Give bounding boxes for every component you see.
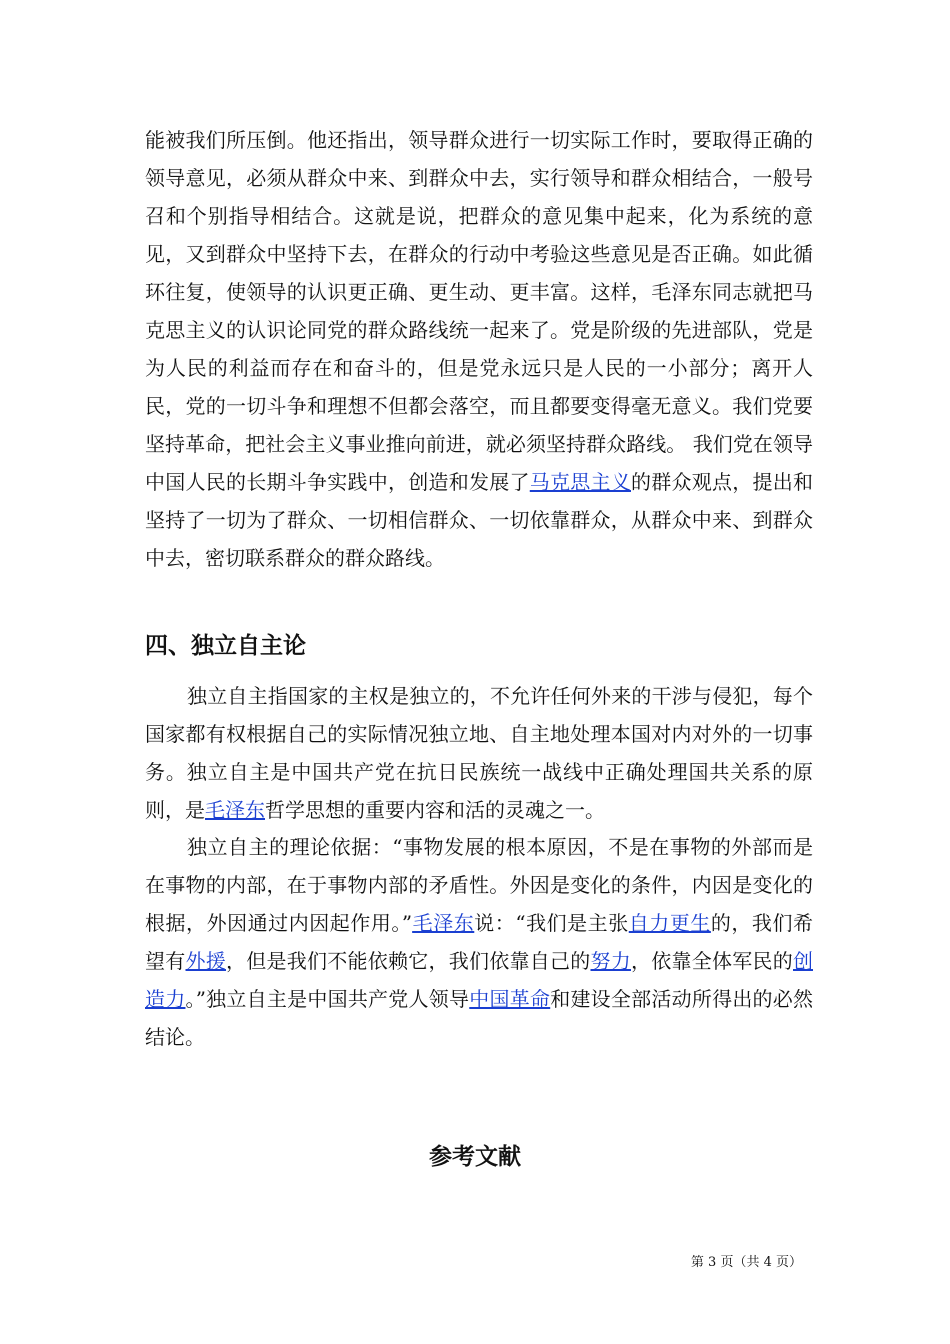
paragraph-text: 和建设全部活动所得出的必然结论。 (145, 987, 814, 1049)
body-paragraph-2 (145, 677, 813, 829)
link-foreign-aid[interactable]: 外援 (185, 949, 226, 973)
paragraph-text: 的群众观点，提出和坚持了一切为了群众、一切相信群众、一切依靠群众，从群众中来、到群众中去，密切联系群众的群众路线。 (145, 470, 813, 570)
link-marxism[interactable]: 马克思主义 (529, 470, 631, 494)
references-heading: 参考文献 (429, 1144, 521, 1170)
paragraph-text: 。”独立自主是中国共产党人领导 (185, 987, 470, 1011)
link-chinese-revolution[interactable]: 中国革命 (469, 987, 551, 1011)
link-mao-zedong-2[interactable]: 毛泽东 (412, 911, 475, 935)
link-mao-zedong[interactable]: 毛泽东 (205, 798, 265, 822)
paragraph-text: 独立自主指国家的主权是独立的，不允许任何外来的干涉与侵犯，每个国家都有权根据自己的实际情况独立地、自主地处理本国对内对外的一切事务。独立自主是中国共产党在抗日民族统一战线中正确处理国共关系的原则，是 (145, 684, 813, 822)
paragraph-text: ，但是我们不能依赖它，我们依靠自己的 (226, 949, 591, 973)
body-paragraph-3 (145, 828, 813, 1056)
paragraph-text: 哲学思想的重要内容和活的灵魂之一。 (265, 798, 605, 822)
paragraph-text: 的，我们希望有 (145, 911, 813, 973)
paragraph-text: ，依靠全体军民的 (631, 949, 793, 973)
link-self-reliance[interactable]: 自力更生 (628, 911, 711, 935)
paragraph-text: 独立自主的理论依据：“事物发展的根本原因，不是在事物的外部而是在事物的内部，在于事物内部的矛盾性。外因是变化的条件，内因是变化的根据，外因通过内因起作用。” (145, 835, 813, 935)
link-creativity[interactable]: 创造力 (145, 949, 813, 1011)
body-paragraph-1 (145, 121, 813, 577)
paragraph-text: 说：“我们是主张 (474, 911, 629, 935)
paragraph-text: 能被我们所压倒。他还指出，领导群众进行一切实际工作时，要取得正确的领导意见，必须从群众中来、到群众中去，实行领导和群众相结合，一般号召和个别指导相结合。这就是说，把群众的意见集中起来，化为系统的意见，又到群众中坚持下去，在群众的行动中考验这些意见是否正确。如此循环往复，使领导的认识更正确、更生动、更丰富。这样，毛泽东同志就把马克思主义的认识论同党的群众路线统一起来了。党是阶级的先进部队，党是为人民的利益而存在和奋斗的，但是党永远只是人民的一小部分；离开人民，党的一切斗争和理想不但都会落空，而且都要变得毫无意义。我们党要坚持革命，把社会主义事业推向前进，就必须坚持群众路线。 我们党在领导中国人民的长期斗争实践中，创造和发展了 (145, 128, 813, 494)
page-number-footer: 第 3 页（共 4 页） (690, 1255, 802, 1270)
link-effort[interactable]: 努力 (590, 949, 631, 973)
section-heading-independence: 四、独立自主论 (145, 633, 306, 659)
